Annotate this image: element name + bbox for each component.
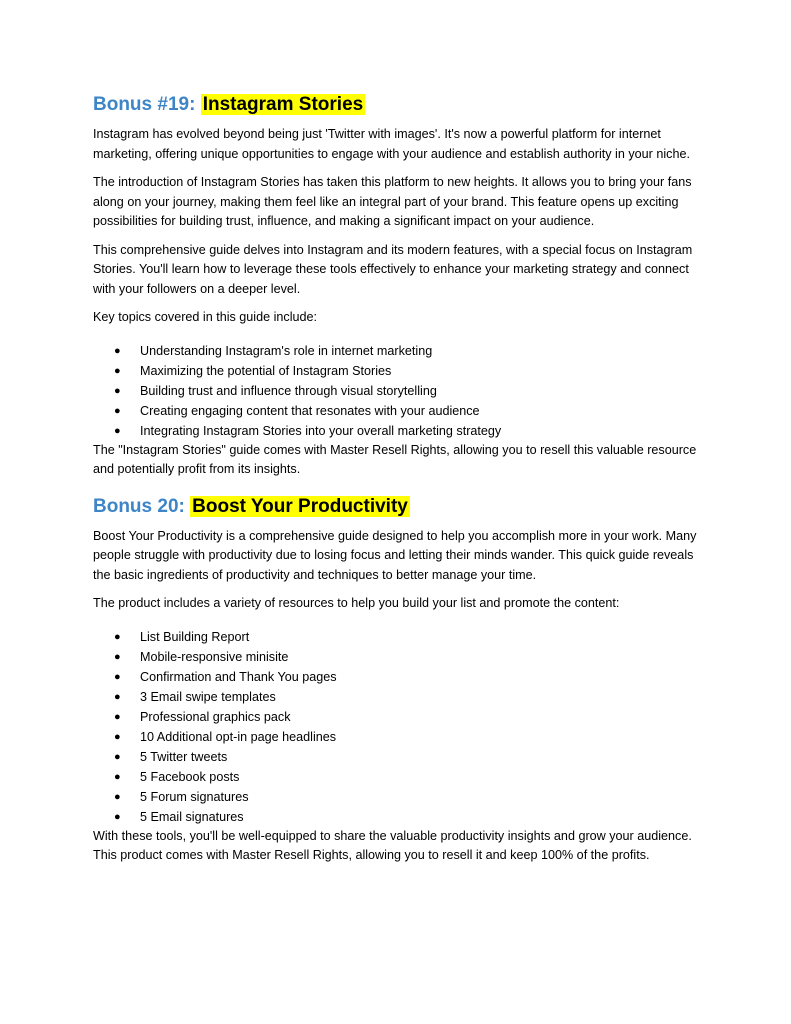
list-item: ● Building trust and influence through visual storytelling — [93, 381, 703, 401]
bonus-20-closing: With these tools, you'll be well-equipped to share the valuable productivity insights and grow your audience. This product comes with Master Resell Rights, allowing you to resell it and keep 100% of the profits. — [93, 828, 692, 862]
bonus-19-section — [93, 90, 703, 480]
list-item: ● Professional graphics pack — [93, 707, 703, 727]
list-item: ● List Building Report — [93, 627, 703, 647]
list-item: ● Understanding Instagram's role in internet marketing — [93, 341, 703, 361]
bonus-19-heading — [93, 90, 703, 120]
list-item: ● Creating engaging content that resonates with your audience — [93, 401, 703, 421]
list-item: ● 3 Email swipe templates — [93, 687, 703, 707]
list-item: ● 10 Additional opt-in page headlines — [93, 727, 703, 747]
list-item: ● Mobile-responsive minisite — [93, 647, 703, 667]
list-item: ● 5 Twitter tweets — [93, 747, 703, 767]
bonus-19-topic-list — [93, 341, 703, 441]
bonus-19-prefix: Bonus #19: — [93, 94, 196, 115]
bonus-20-prefix: Bonus 20: — [93, 495, 185, 517]
list-item: ● 5 Email signatures — [93, 807, 703, 827]
bonus-19-closing: The "Instagram Stories" guide comes with Master Resell Rights, allowing you to resell this valuable resource and potentially profit from its insights. — [93, 442, 697, 476]
list-item: ● Integrating Instagram Stories into your overall marketing strategy — [93, 421, 703, 441]
bonus-20-list-intro: The product includes a variety of resources to help you build your list and promote the content: — [93, 596, 620, 610]
bonus-19-paragraph-2: The introduction of Instagram Stories has taken this platform to new heights. It allows you to bring your fans along on your journey, making them feel like an integral part of your brand. This feature opens up exciting possibilities for building trust, influence, and making a significant impact on your audience. — [93, 175, 692, 228]
document-page — [93, 90, 703, 875]
bonus-19-paragraph-1: Instagram has evolved beyond being just 'Twitter with images'. It's now a powerful platform for internet marketing, offering unique opportunities to engage with your audience and establish authority in your niche. — [93, 127, 690, 161]
list-item: ● 5 Forum signatures — [93, 787, 703, 807]
list-item: ● Maximizing the potential of Instagram Stories — [93, 361, 703, 381]
bonus-20-resource-list — [93, 627, 703, 827]
bonus-19-list-intro: Key topics covered in this guide include: — [93, 310, 318, 324]
bonus-19-paragraph-3: This comprehensive guide delves into Instagram and its modern features, with a special focus on Instagram Stories. You'll learn how to leverage these tools effectively to enhance your marketing strategy and connect with your followers on a deeper level. — [93, 242, 693, 296]
bonus-20-section — [93, 492, 703, 866]
bonus-20-title: Boost Your Productivity — [192, 495, 408, 517]
list-item: ● 5 Facebook posts — [93, 767, 703, 787]
bonus-19-title: Instagram Stories — [202, 94, 364, 115]
bonus-20-heading — [93, 492, 703, 522]
bonus-20-paragraph-1: Boost Your Productivity is a comprehensive guide designed to help you accomplish more in your work. Many people struggle with productivity due to losing focus and letting their minds wander. This quick guide reveals the basic ingredients of productivity and techniques to better manage your time. — [93, 528, 697, 582]
list-item: ● Confirmation and Thank You pages — [93, 667, 703, 687]
